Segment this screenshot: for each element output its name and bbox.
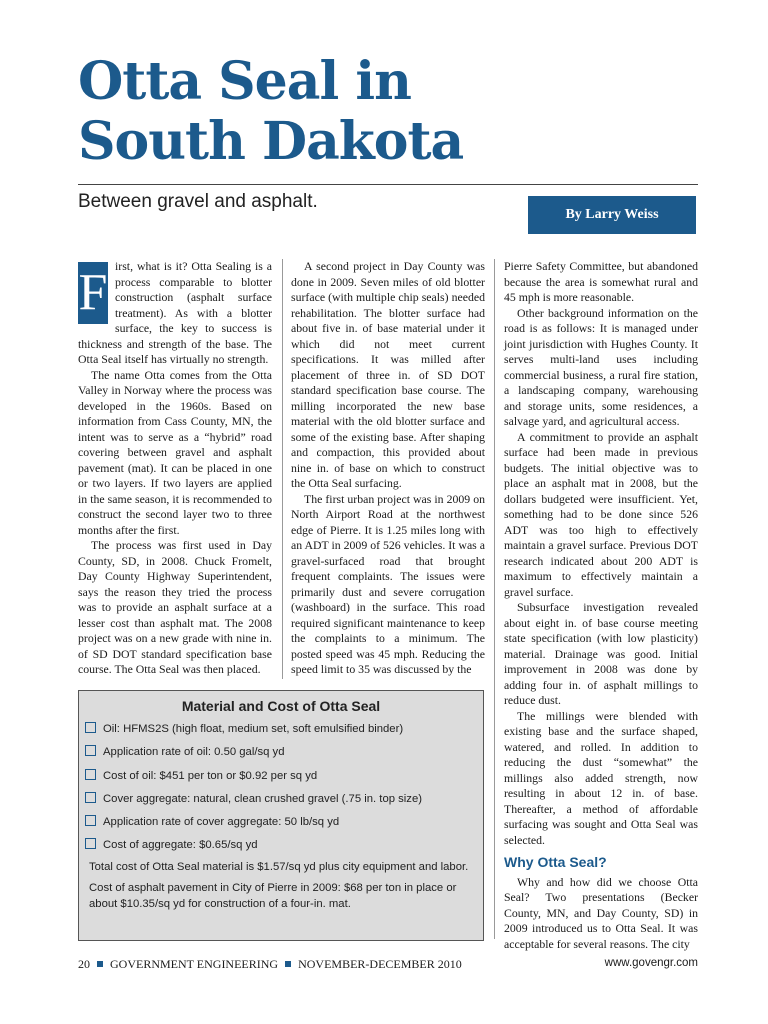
text-column-2 — [291, 259, 485, 678]
list-item — [85, 741, 483, 764]
paragraph: A second project in Day County was done in 2009. Seven miles of old blotter surface (with multiple chip seals) needed rehabilitation. The blotter surface had about five in. of base material under it which did not meet current specifications. It was milled after placement of three in. of SD DOT standard specification base course. The milling incorporated the new base material with the old blotter surface and some of the existing base. After shaping and compaction, this provided about nine in. of base on which to construct the Otta Seal surfacing. — [291, 259, 485, 490]
square-bullet-icon — [285, 961, 291, 967]
page-number: 20 — [78, 957, 90, 971]
list-item — [85, 811, 483, 834]
list-item — [85, 718, 483, 741]
list-item — [85, 788, 483, 811]
website-url: www.govengr.com — [604, 957, 698, 969]
checkbox-icon — [85, 745, 96, 756]
byline-badge: By Larry Weiss — [528, 196, 696, 234]
article-subtitle: Between gravel and asphalt. — [78, 191, 318, 212]
square-bullet-icon — [97, 961, 103, 967]
list-item-text: Cover aggregate: natural, clean crushed gravel (.75 in. top size) — [103, 792, 422, 805]
paragraph: The name Otta comes from the Otta Valley in Norway where the process was developed in the 1960s. Based on information from Cass County, MN, the intent was to serve as a “hybrid” road covering between gravel and asphalt pavement (mat). It can be placed in one or two layers. If two layers are applied in the same season, it is recommended to construct the second layer two to three months after the first. — [78, 367, 272, 537]
list-item — [85, 834, 483, 857]
column-divider — [282, 259, 283, 679]
drop-cap: F — [78, 262, 108, 324]
title-line-2: South Dakota — [78, 111, 464, 172]
paragraph: Why and how did we choose Otta Seal? Two presentations (Becker County, MN, and Day County, SD) in 2009 introduced us to Otta Seal. It was acceptable for several reasons. The city — [504, 874, 698, 951]
article-title — [78, 52, 463, 172]
paragraph: Pierre Safety Committee, but abandoned because the area is somewhat rural and 45 mph is more reasonable. — [504, 259, 698, 304]
checkbox-icon — [85, 792, 96, 803]
cost-list — [79, 718, 483, 858]
paragraph: Subsurface investigation revealed about eight in. of base course meeting state specification (with low plasticity) material. Drainage was good. Initial improvement in 2008 was done by adding four in. of asphalt millings to reduce dust. — [504, 600, 698, 707]
asphalt-cost-note: Cost of asphalt pavement in City of Pierre in 2009: $68 per ton in place or about $10.35/sq yd for construction of a four-in. mat. — [89, 882, 457, 910]
cost-sidebar-box — [78, 690, 484, 941]
publication-name: GOVERNMENT ENGINEERING — [110, 957, 279, 971]
paragraph-text: irst, what is it? Otta Sealing is a process comparable to blotter construction (asphalt surface treatment). As with a blotter surface, the key to success is thickness and strength of the base. The Otta Seal itself has virtually no strength. — [78, 259, 272, 366]
list-item-text: Application rate of oil: 0.50 gal/sq yd — [103, 746, 285, 759]
paragraph — [78, 259, 272, 368]
text-column-1 — [78, 259, 272, 678]
list-item-text: Application rate of cover aggregate: 50 lb/sq yd — [103, 816, 340, 829]
total-cost-note: Total cost of Otta Seal material is $1.57/sq yd plus city equipment and labor. — [89, 860, 469, 873]
checkbox-icon — [85, 838, 96, 849]
title-line-1: Otta Seal in — [78, 51, 411, 112]
issue-date: NOVEMBER-DECEMBER 2010 — [298, 957, 462, 971]
footer-left — [78, 957, 462, 972]
checkbox-icon — [85, 769, 96, 780]
list-item — [85, 765, 483, 788]
text-column-3 — [504, 259, 698, 952]
paragraph: The process was first used in Day County, SD, in 2008. Chuck Fromelt, Day County Highway Superintendent, says the reason they tried the process was to provide an asphalt surface at a lesser cost than asphalt mat. The 2008 project was on a new grade with nine in. of SD DOT standard specification base course. The Otta Seal was then placed. — [78, 538, 272, 676]
column-divider — [494, 259, 495, 939]
checkbox-icon — [85, 815, 96, 826]
checkbox-icon — [85, 722, 96, 733]
paragraph: Other background information on the road is as follows: It is managed under joint jurisdiction with Hughes County. It serves multi-land uses including commercial business, a rural fire station, a landscaping company, warehousing and storage units, some residences, a salvage yard, and agricultural access. — [504, 305, 698, 428]
section-heading: Why Otta Seal? — [504, 854, 607, 870]
paragraph: A commitment to provide an asphalt surface had been made in previous budgets. The initial objective was to place an asphalt mat in 2008, but the dollars budgeted were insufficient. Yet, something had to be done since 526 ADT was too high to effectively maintain a gravel surface. Previous DOT research indicated about 200 ADT is maximum to effectively maintain a gravel surface. — [504, 429, 698, 599]
paragraph: The first urban project was in 2009 on North Airport Road at the northwest edge of Pierre. It is 1.25 miles long with an ADT in 2009 of 526 vehicles. It was a gravel-surfaced road that brought frequent complaints. The issues were primarily dust and severe corrugation (washboard) in the surface. This road required significant maintenance to keep the complaints to a minimum. The posted speed was 45 mph. Reducing the speed limit to 35 was discussed by the — [291, 491, 485, 676]
list-item-text: Cost of aggregate: $0.65/sq yd — [103, 839, 258, 852]
list-item-text: Cost of oil: $451 per ton or $0.92 per sq yd — [103, 769, 318, 782]
paragraph: The millings were blended with existing base and the surface shaped, watered, and rolled. In addition to reducing the dust “somewhat” the millings also added strength, now resulting in about 12 in. of base. Thereafter, a method of affordable surfacing was sought and Otta Seal was selected. — [504, 708, 698, 847]
list-item-text: Oil: HFMS2S (high float, medium set, soft emulsified binder) — [103, 723, 404, 735]
header-divider — [78, 184, 698, 185]
sidebar-title: Material and Cost of Otta Seal — [181, 698, 381, 714]
